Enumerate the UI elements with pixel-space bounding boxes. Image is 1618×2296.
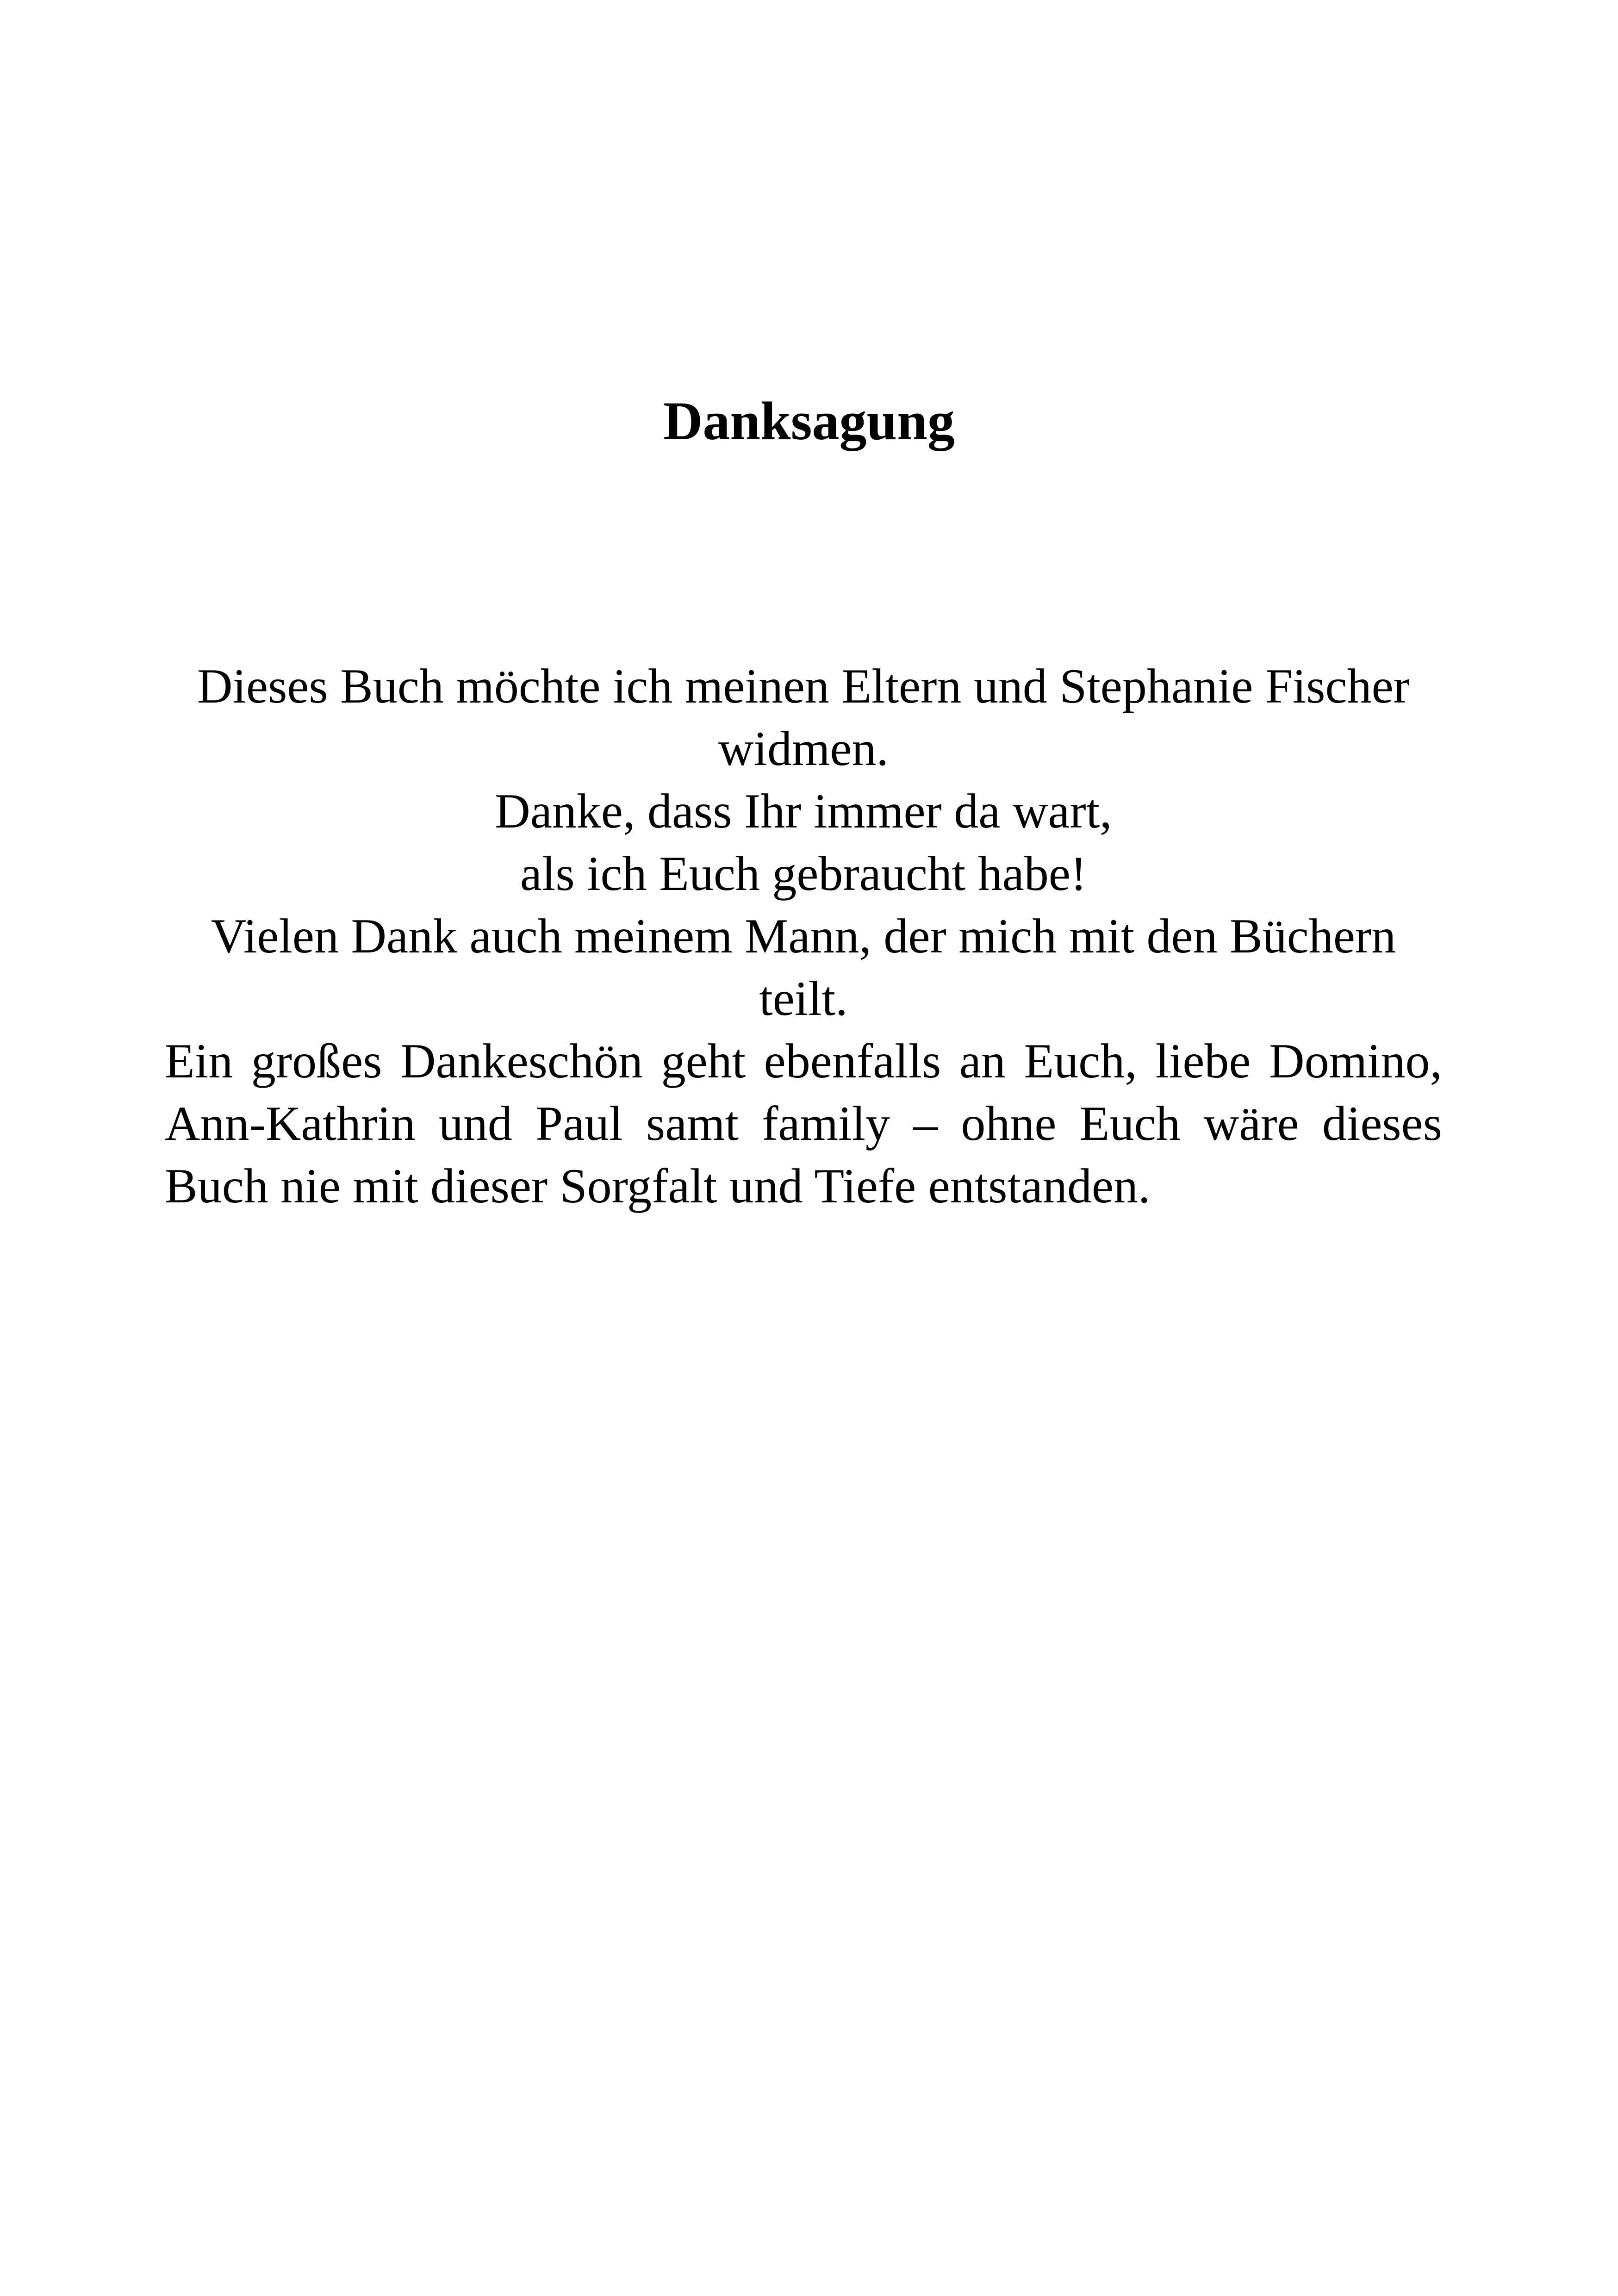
dedication-line-6: teilt. [759, 971, 848, 1026]
dedication-line-7: Ein großes Dankeschön geht ebenfalls an Euch, liebe Domino, [165, 1034, 1442, 1088]
dedication-line-8: Ann-Kathrin und Paul samt family – ohne Euch wäre dieses [165, 1096, 1442, 1151]
dedication-line-4: als ich Euch gebraucht habe! [520, 846, 1087, 901]
page-title: Danksagung [663, 391, 955, 451]
dedication-line-3: Danke, dass Ihr immer da wart, [495, 784, 1112, 838]
dedication-line-5: Vielen Dank auch meinem Mann, der mich mit den Büchern [211, 909, 1396, 963]
dedication-line-9: Buch nie mit dieser Sorgfalt und Tiefe entstanden. [165, 1159, 1151, 1213]
dedication-text [165, 655, 1442, 1217]
dedication-line-1: Dieses Buch möchte ich meinen Eltern und Stephanie Fischer [197, 659, 1410, 713]
dedication-line-2: widmen. [718, 722, 889, 776]
